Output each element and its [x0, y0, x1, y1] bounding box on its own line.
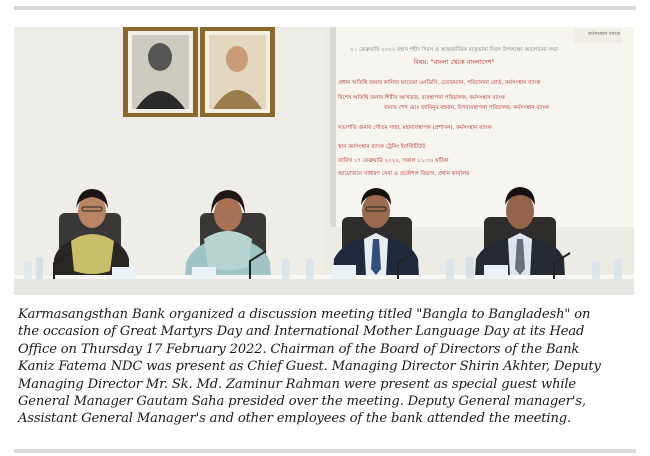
banner-line-9: আয়োজনে সাধারণ সেবা ও প্রকৌশল বিভাগ, প্রধান কার্যালয় [338, 171, 470, 177]
banner-line-5: জনাব শেখ মোঃ জামিনুর রহমান, উপব্যবস্থাপনা পরিচালক, কর্মসংস্থান ব্যাংক [384, 105, 549, 111]
banner-line-1: ২১ ফেব্রুয়ারি ২০২২ মহান শহীদ দিবস ও আন্তর্জাতিক মাতৃভাষা দিবস উপলক্ষ্যে আলোচনা সভা [350, 47, 558, 53]
banner-line-3: প্রধান অতিথি জনাব কানিজ ফাতেমা এনডিসি, চেয়ারম্যান, পরিচালনা বোর্ড, কর্মসংস্থান ব্যাংক [338, 80, 541, 86]
photo-caption: Karmasangsthan Bank organized a discussion meeting titled "Bangla to Bangladesh" on the occasion of Great Martyrs Day and International Mother Language Day at its Head Office on Thursday 17 February 2022. Chairman of the Board of Directors of the Bank Kaniz Fatema NDC was present as Chief Guest. Managing Director Shirin Akhter, Deputy Managing Director Mr. Sk. Md. Zaminur Rahman were present as special guest while General Manager Gautam Saha presided over the meeting. Deputy General manager's, Assistant General Manager's and other employees of the bank attended the meeting. [18, 307, 601, 427]
banner-line-2: বিষয়: "বাংলা থেকে বাংলাদেশ" [413, 58, 495, 66]
event-photo [14, 27, 634, 295]
bank-logo-text: কর্মসংস্থান ব্যাংক [587, 31, 621, 37]
banner-line-6: সভাপতি জনাব গৌতম সাহা, মহাব্যবস্থাপক (প্রশাসন), কর্মসংস্থান ব্যাংক [338, 125, 492, 131]
bottom-divider [14, 449, 636, 453]
banner-line-7: স্থান কর্মসংস্থান ব্যাংক ট্রেনিং ইনস্টিটিউট [338, 144, 426, 150]
portrait-frame-left [123, 27, 198, 117]
event-photo-drawing [14, 27, 634, 295]
top-divider [14, 6, 636, 10]
portrait-frame-right [200, 27, 275, 117]
banner-line-8: তারিখ ১৭ ফেব্রুয়ারি ২০২২, সকাল ১১:৩০ ঘটিকা [338, 158, 449, 164]
banner-line-4: বিশেষ অতিথি জনাব শিরীন আখতার, ব্যবস্থাপনা পরিচালক, কর্মসংস্থান ব্যাংক [338, 95, 505, 101]
